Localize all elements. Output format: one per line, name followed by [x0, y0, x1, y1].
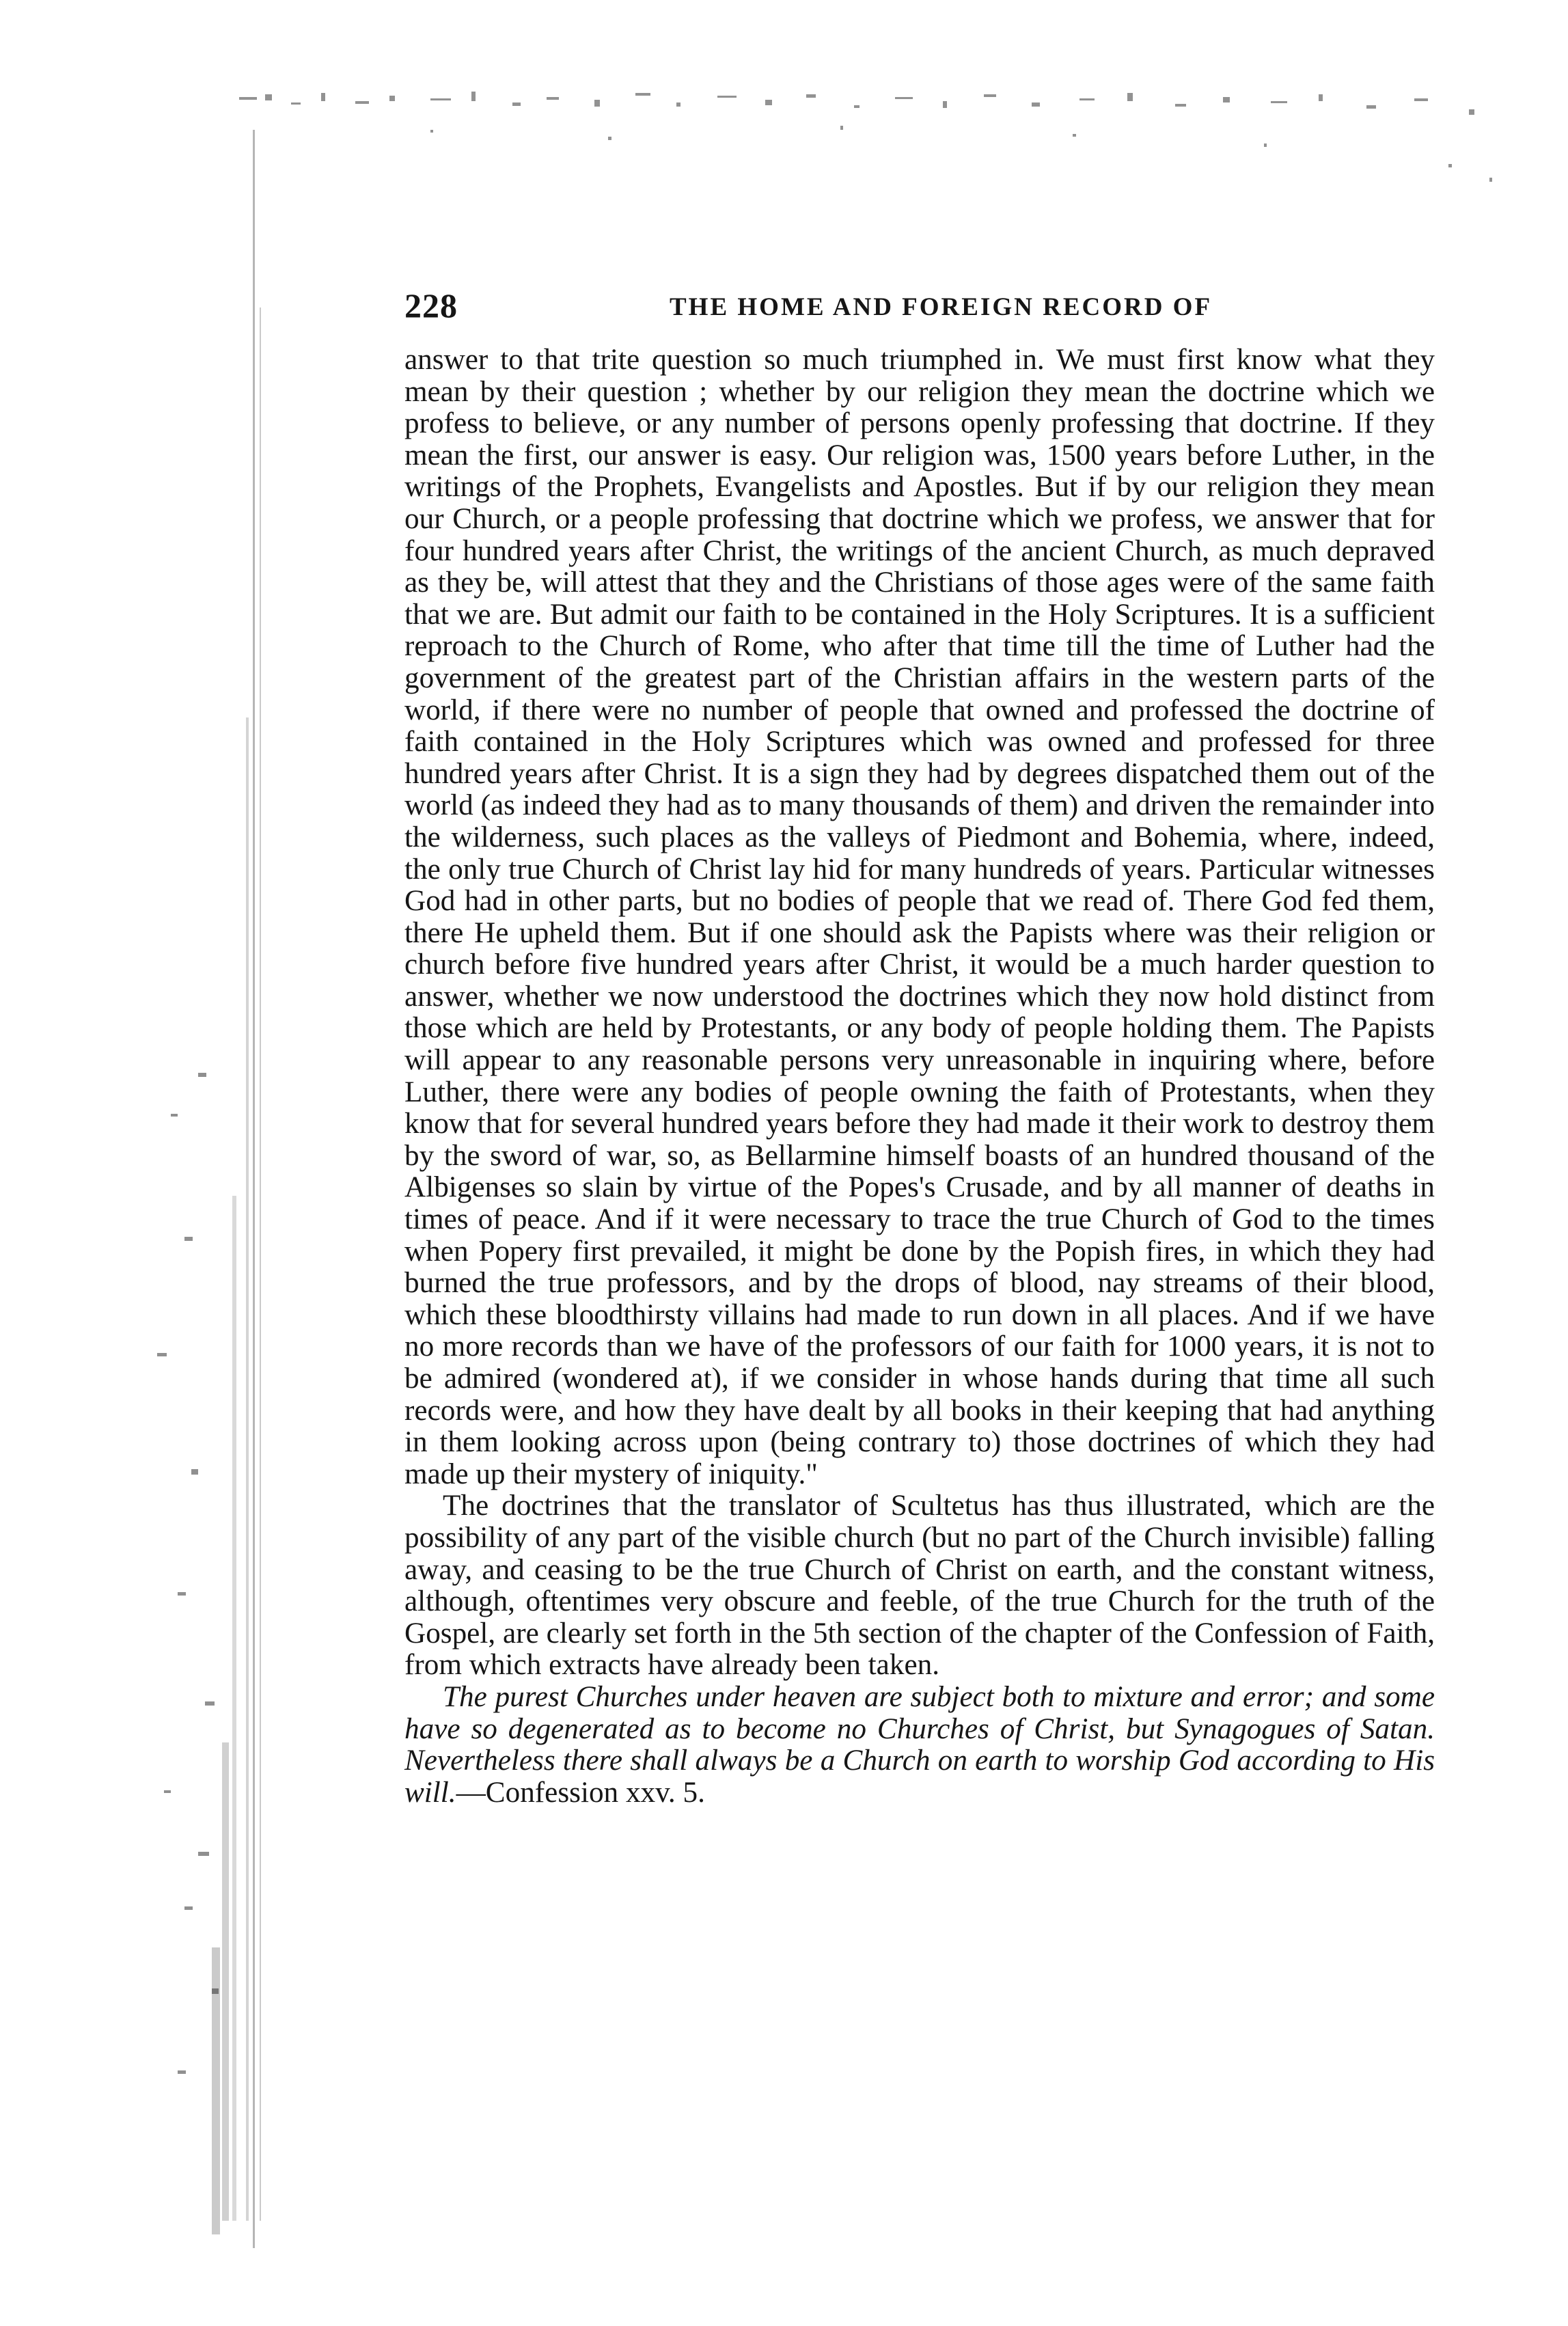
scan-noise-top	[225, 82, 1524, 191]
body-paragraph-continued: answer to that trite question so much triumphed in. We must first know what they mean by their question ; whether by our religion they mean the doctrine which we profess to believe, or any number of persons openly professing that doctrine. If they mean the first, our answer is easy. Our religion was, 1500 years before Luther, in the writings of the Prophets, Evangelists and Apostles. But if by our religion they mean our Church, or a people professing that doctrine which we profess, we answer that for four hundred years after Christ, the writings of the ancient Church, as much depraved as they be, will attest that they and the Christians of those ages were of the same faith that we are. But admit our faith to be contained in the Holy Scriptures. It is a sufficient reproach to the Church of Rome, who after that time till the time of Luther had the government of the greatest part of the Christian affairs in the western parts of the world, if there were no number of people that owned and professed the doctrine of faith contained in the Holy Scriptures which was owned and professed for three hundred years after Christ. It is a sign they had by degrees dispatched them out of the world (as indeed they had as to many thousands of them) and driven the remainder into the wilderness, such places as the valleys of Piedmont and Bohemia, where, indeed, the only true Church of Christ lay hid for many hundreds of years. Particular witnesses God had in other parts, but no bodies of people that we read of. There God fed them, there He upheld them. But if one should ask the Papists where was their religion or church before five hundred years after Christ, it would be a much harder question to answer, whether we now understood the doctrines which they now hold distinct from those which are held by Protestants, or any body of people holding them. The Papists will appear to any reasonable persons very unreasonable in inquiring where, before Luther, there were any bodies of people owning the faith of Protestants, when they know that for several hundred years before they had made it their work to destroy them by the sword of war, so, as Bellarmine himself boasts of an hundred thousand of the Albigenses so slain by virtue of the Popes's Crusade, and by all manner of deaths in times of peace. And if it were necessary to trace the true Church of God to the times when Popery first prevailed, it might be done by the Popish fires, in which they had burned the true professors, and by the drops of blood, nay streams of their blood, which these bloodthirsty villains had made to run down in all places. And if we have no more records than we have of the professors of our faith for 1000 years, it is not to be admired (wondered at), if we consider in whose hands during that time all such records were, and how they have dealt by all books in their keeping that had anything in them looking across upon (being contrary to) those doctrines of which they had made up their mystery of iniquity."	[404, 344, 1435, 1490]
confession-citation: —Confession xxv. 5.	[456, 1776, 705, 1809]
confession-quote-text: The purest Churches under heaven are subject both to mixture and error; and some have so degenerated as to become no Churches of Christ, but Synagogues of Satan. Nevertheless there shall always be a Church on earth to worship God according to His will.	[404, 1680, 1435, 1809]
article-body	[404, 344, 1435, 1809]
page-header	[404, 286, 1429, 333]
body-paragraph: The doctrines that the translator of Scultetus has thus illustrated, which are the possibility of any part of the visible church (but no part of the Church invisible) falling away, and ceasing to be the true Church of Christ on earth, and the constant witness, although, oftentimes very obscure and feeble, of the true Church for the truth of the Gospel, are clearly set forth in the 5th section of the chapter of the Confession of Faith, from which extracts have already been taken.	[404, 1490, 1435, 1682]
running-title: THE HOME AND FOREIGN RECORD OF	[670, 293, 1213, 321]
binding-gutter-shadow	[157, 102, 280, 2275]
page-number: 228	[404, 286, 458, 325]
confession-quote	[404, 1682, 1435, 1809]
